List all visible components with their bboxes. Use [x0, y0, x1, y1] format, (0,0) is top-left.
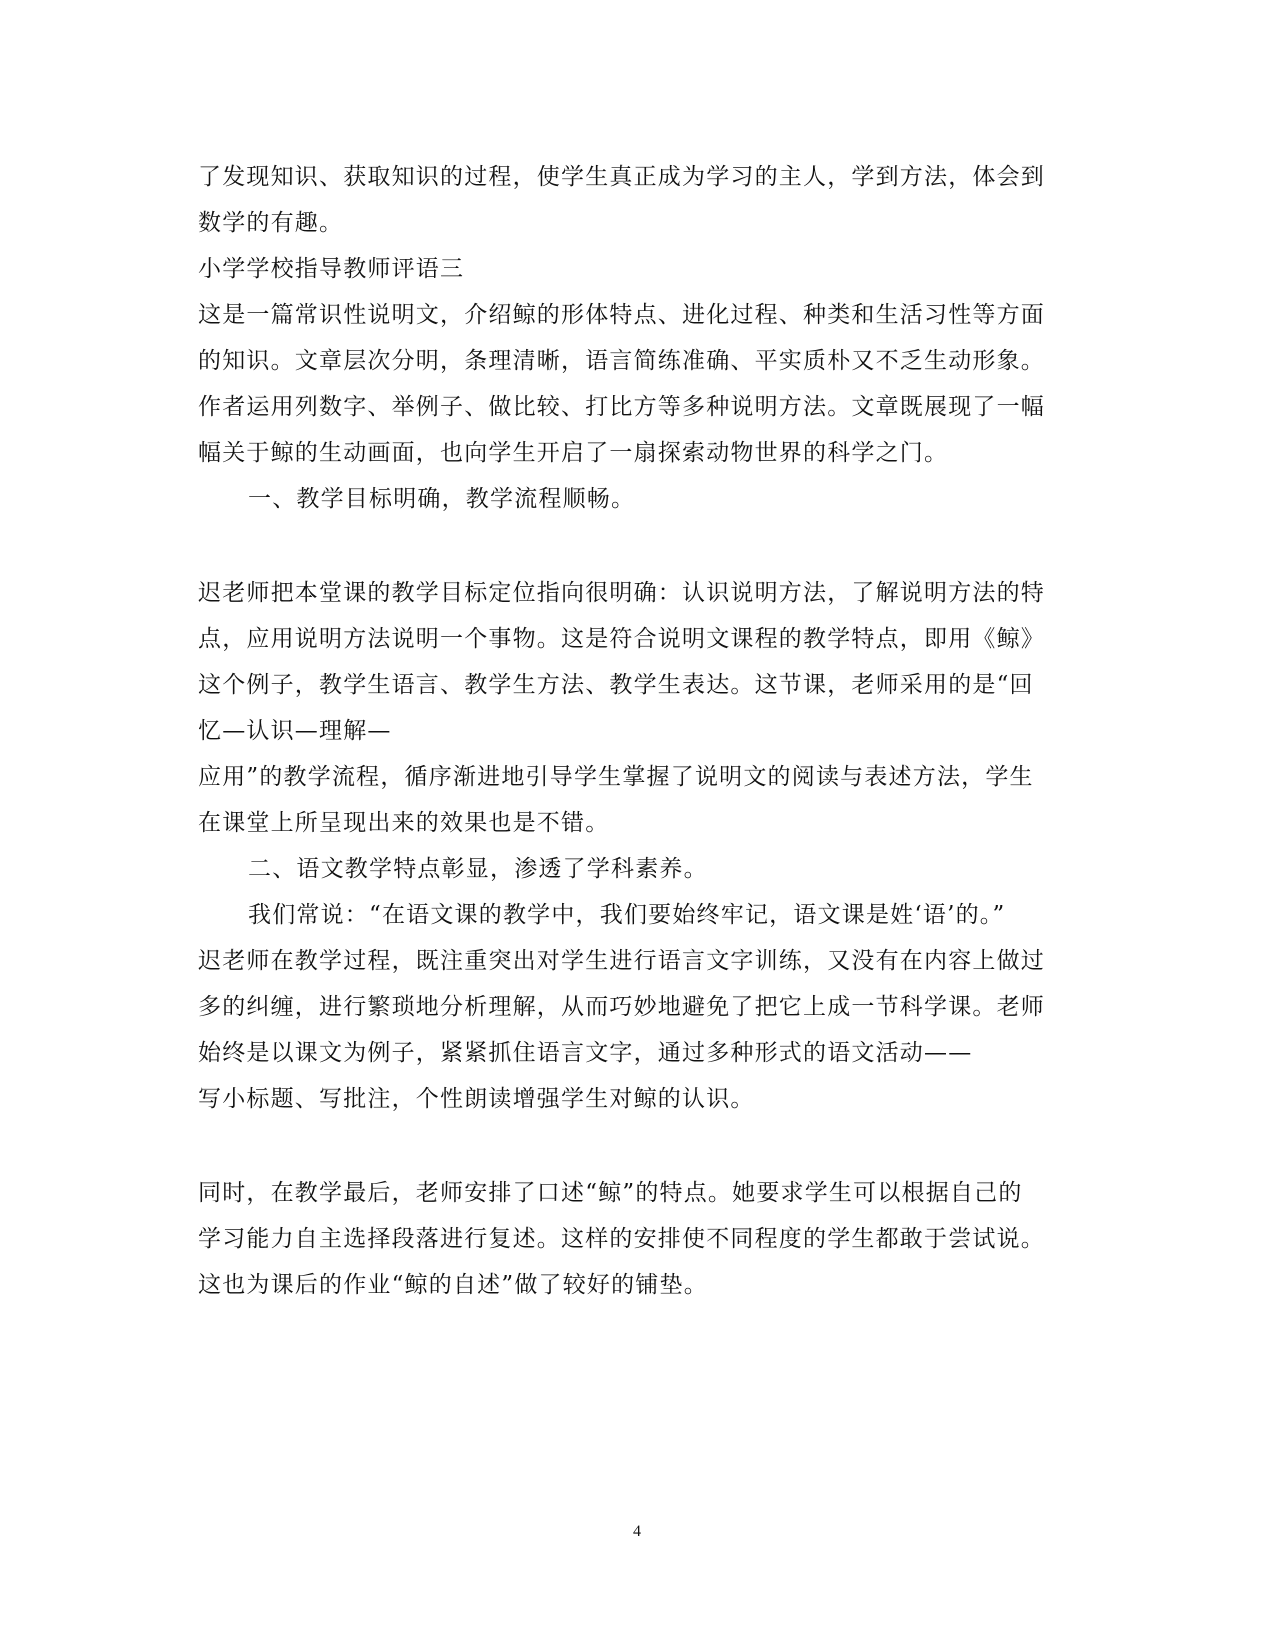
- text-line: 迟老师在教学过程，既注重突出对学生进行语言文字训练，又没有在内容上做过: [198, 948, 1045, 974]
- text-line: 这也为课后的作业“鲸的自述”做了较好的铺垫。: [198, 1272, 708, 1298]
- text-line: 这个例子，教学生语言、教学生方法、教学生表达。这节课，老师采用的是“回: [198, 672, 1034, 698]
- text-line: 我们常说：“在语文课的教学中，我们要始终牢记，语文课是姓‘语’的。”: [248, 902, 1006, 928]
- text-line: 点，应用说明方法说明一个事物。这是符合说明文课程的教学特点，即用《鲸》: [198, 626, 1045, 652]
- text-line: 应用”的教学流程，循序渐进地引导学生掌握了说明文的阅读与表述方法，学生: [198, 764, 1034, 790]
- text-line: 始终是以课文为例子，紧紧抓住语言文字，通过多种形式的语文活动——: [198, 1040, 973, 1066]
- text-line: 这是一篇常识性说明文，介绍鲸的形体特点、进化过程、种类和生活习性等方面: [198, 302, 1045, 328]
- text-line: 幅关于鲸的生动画面，也向学生开启了一扇探索动物世界的科学之门。: [198, 440, 949, 466]
- text-line: 作者运用列数字、举例子、做比较、打比方等多种说明方法。文章既展现了一幅: [198, 394, 1045, 420]
- text-line: 多的纠缠，进行繁琐地分析理解，从而巧妙地避免了把它上成一节科学课。老师: [198, 994, 1045, 1020]
- text-line: 数学的有趣。: [198, 210, 344, 236]
- text-line: 在课堂上所呈现出来的效果也是不错。: [198, 810, 610, 836]
- text-line: 写小标题、写批注，个性朗读增强学生对鲸的认识。: [198, 1086, 755, 1112]
- text-line: 迟老师把本堂课的教学目标定位指向很明确：认识说明方法，了解说明方法的特: [198, 580, 1045, 606]
- subheading-line: 一、教学目标明确，教学流程顺畅。: [248, 486, 636, 512]
- text-line: 同时，在教学最后，老师安排了口述“鲸”的特点。她要求学生可以根据自己的: [198, 1180, 1023, 1206]
- text-line: 忆—认识—理解—: [198, 718, 392, 744]
- section-heading: 小学学校指导教师评语三: [198, 256, 465, 282]
- text-line: 了发现知识、获取知识的过程，使学生真正成为学习的主人，学到方法，体会到: [198, 164, 1045, 190]
- subheading-line: 二、语文教学特点彰显，渗透了学科素养。: [248, 856, 708, 882]
- text-line: 学习能力自主选择段落进行复述。这样的安排使不同程度的学生都敢于尝试说。: [198, 1226, 1045, 1252]
- text-line: 的知识。文章层次分明，条理清晰，语言简练准确、平实质朴又不乏生动形象。: [198, 348, 1045, 374]
- page-number: 4: [633, 1523, 641, 1540]
